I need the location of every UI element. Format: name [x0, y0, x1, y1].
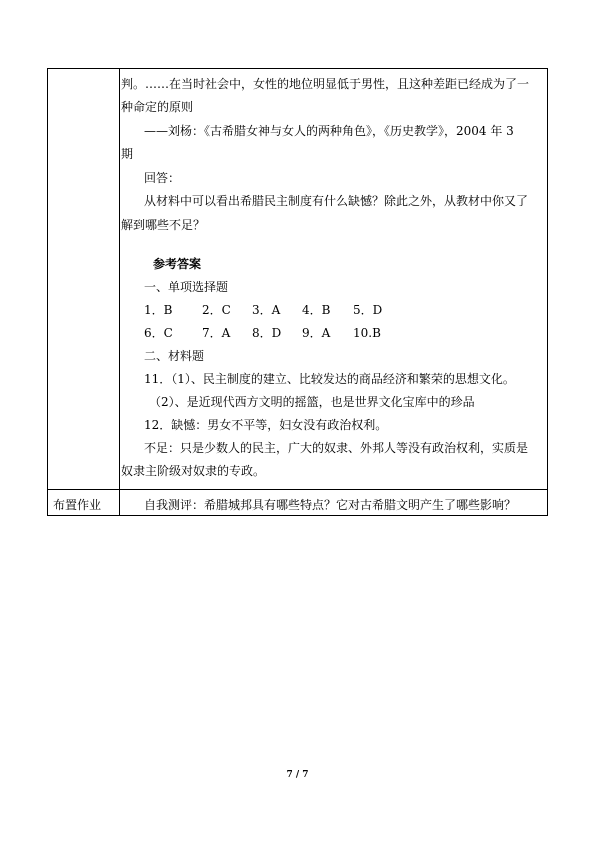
lesson-table — [47, 68, 548, 516]
mcq-answer: 9．A — [302, 326, 331, 340]
mcq-row-1 — [144, 301, 382, 319]
table-left-border — [47, 68, 48, 516]
mcq-answer: 4．B — [302, 303, 331, 317]
table-row-divider — [47, 489, 548, 490]
section-mcq-title: 一、单项选择题 — [144, 280, 229, 294]
mcq-answer: 3．A — [252, 303, 281, 317]
mcq-answer: 5．D — [353, 303, 383, 317]
question-line-2: 解到哪些不足？ — [121, 218, 206, 232]
question-line-1: 从材料中可以看出希腊民主制度有什么缺憾？除此之外，从教材中你又了 — [144, 194, 529, 208]
mcq-answer: 7．A — [202, 326, 231, 340]
material-source-1: ——刘杨：《古希腊女神与女人的两种角色》，《历史教学》，2004 年 3 — [144, 124, 514, 138]
mcq-answer: 8．D — [252, 326, 282, 340]
table-column-divider — [119, 68, 120, 516]
mcq-row-2 — [144, 324, 381, 342]
homework-label: 布置作业 — [53, 498, 102, 512]
answer-11-part-1: 11．（1）、民主制度的建立、比较发达的商品经济和繁荣的思想文化。 — [144, 372, 515, 386]
answer-12-line-2: 不足：只是少数人的民主，广大的奴隶、外邦人等没有政治权利，实质是 — [144, 441, 529, 455]
mcq-answer: 1．B — [144, 303, 173, 317]
section-material-title: 二、材料题 — [144, 349, 205, 363]
answer-12-line-3: 奴隶主阶级对奴隶的专政。 — [121, 464, 266, 478]
answer-label: 回答： — [144, 171, 181, 185]
page-number: 7 / 7 — [286, 770, 309, 780]
material-source-2: 期 — [121, 147, 134, 161]
homework-content: 自我测评：希腊城邦具有哪些特点？它对古希腊文明产生了哪些影响？ — [144, 498, 517, 512]
table-bottom-border — [47, 515, 548, 516]
mcq-answer: 10.B — [353, 326, 381, 340]
material-line-2: 种命定的原则 — [121, 100, 194, 114]
table-top-border — [47, 68, 548, 69]
material-line-1: 判。……在当时社会中，女性的地位明显低于男性，且这种差距已经成为了一 — [121, 77, 530, 91]
answers-heading: 参考答案 — [153, 257, 202, 271]
answer-12-line-1: 12．缺憾：男女不平等，妇女没有政治权利。 — [144, 418, 388, 432]
table-right-border — [547, 68, 548, 516]
answer-11-part-2: （2）、是近现代西方文明的摇篮，也是世界文化宝库中的珍品 — [149, 395, 475, 409]
mcq-answer: 6．C — [144, 326, 173, 340]
mcq-answer: 2．C — [202, 303, 231, 317]
